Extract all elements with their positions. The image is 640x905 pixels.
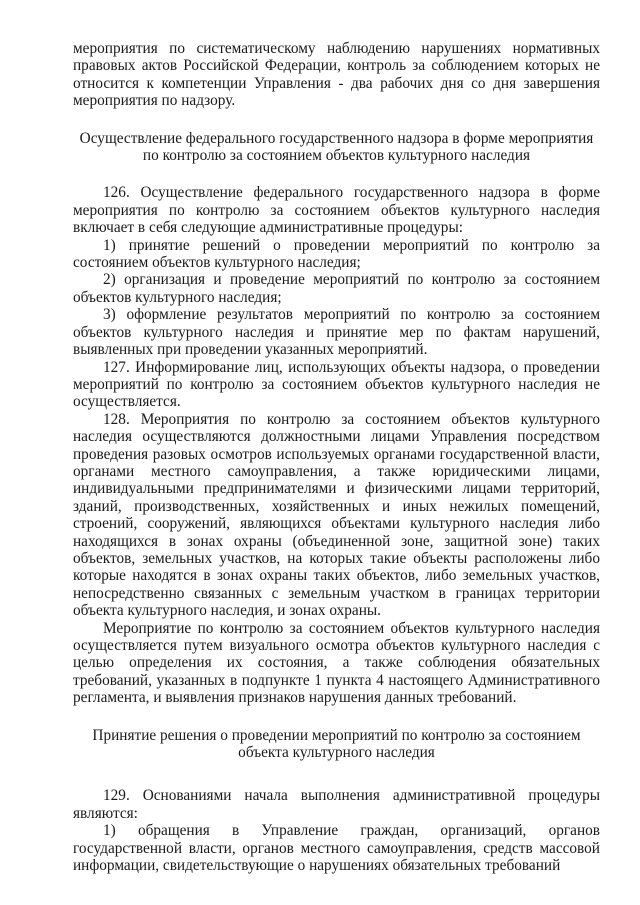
paragraph-128-continued: Мероприятие по контролю за состоянием объектов культурного наследия осуществляется путем визуального осмотра объектов культурного наследия с целью определения их состояния, а также соблюдения обязательных требований, указанных в подпункте 1 пункта 4 настоящего Административного регламента, и выявления признаков нарушения данных требований. bbox=[73, 619, 600, 707]
section-heading-2: Принятие решения о проведении мероприятий по контролю за состоянием объекта культурного наследия bbox=[92, 726, 581, 762]
section-heading-1: Осуществление федерального государственного надзора в форме мероприятия по контролю за состоянием объектов культурного наследия bbox=[79, 129, 594, 165]
paragraph-128: 128. Мероприятия по контролю за состоянием объектов культурного наследия осуществляются должностными лицами Управления посредством проведения разовых осмотров используемых органами государственной власти, органами местного самоуправления, а также юридическими лицами, индивидуальными предпринимателями и физическими лицами территорий, зданий, производственных, хозяйственных и иных нежилых помещений, строений, сооружений, являющихся объектами культурного наследия либо находящихся в зонах охраны (объединенной зоне, защитной зоне) таких объектов, земельных участков, на которых такие объекты расположены либо которые находятся в зонах охраны таких объектов, либо земельных участков, непосредственно связанных с земельным участком в границах территории объекта культурного наследия, и зонах охраны. bbox=[73, 410, 600, 620]
list-item-126-1: 1) принятие решений о проведении мероприятий по контролю за состоянием объектов культурного наследия; bbox=[73, 236, 600, 272]
list-item-126-3: 3) оформление результатов мероприятий по контролю за состоянием объектов культурного наследия и принятие мер по фактам нарушений, выявленных при проведении указанных мероприятий. bbox=[73, 306, 600, 359]
paragraph-continuation: мероприятия по систематическому наблюдению нарушениях нормативных правовых актов Российской Федерации, контроль за соблюдением которых не относится к компетенции Управления - два рабочих дня со дня завершения мероприятия по надзору. bbox=[73, 40, 600, 110]
list-item-129-1: 1) обращения в Управление граждан, организаций, органов государственной власти, органов местного самоуправления, средств массовой информации, свидетельствующие о нарушениях обязательных требований bbox=[73, 822, 600, 875]
document-page bbox=[73, 40, 600, 874]
paragraph-127: 127. Информирование лиц, использующих объекты надзора, о проведении мероприятий по контролю за состоянием объектов культурного наследия не осуществляется. bbox=[73, 358, 600, 411]
paragraph-126: 126. Осуществление федерального государственного надзора в форме мероприятия по контролю за состоянием объектов культурного наследия включает в себя следующие административные процедуры: bbox=[73, 184, 600, 237]
list-item-126-2: 2) организация и проведение мероприятий по контролю за состоянием объектов культурного наследия; bbox=[73, 271, 600, 306]
paragraph-129: 129. Основаниями начала выполнения административной процедуры являются: bbox=[73, 787, 600, 822]
